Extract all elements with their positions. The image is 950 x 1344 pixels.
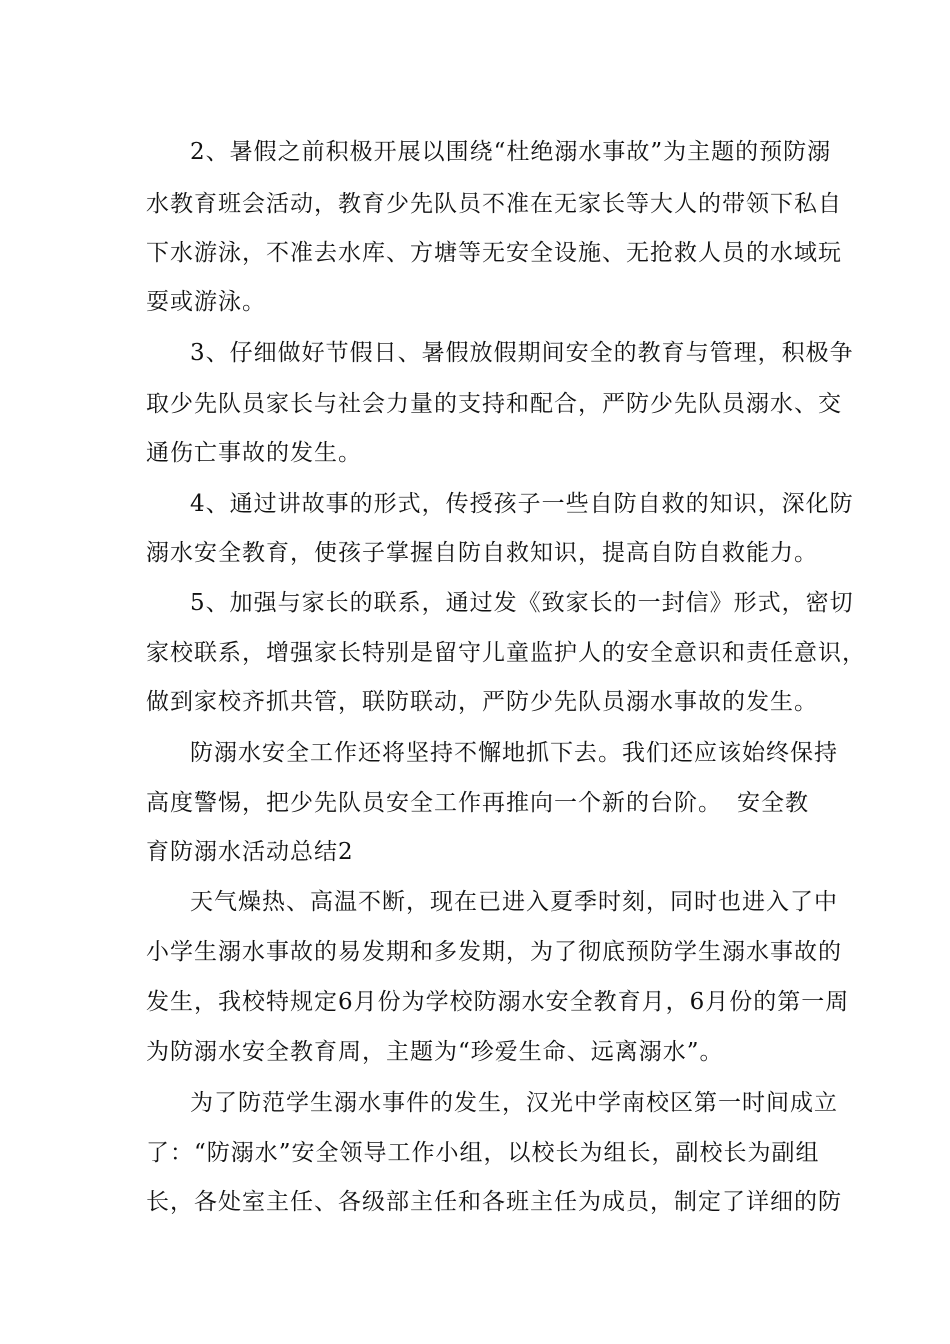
paragraph-4-line-2: 溺水安全教育，使孩子掌握自防自救知识，提高自防自救能力。 (146, 540, 818, 566)
paragraph-4-line-1: 4、通过讲故事的形式，传授孩子一些自防自救的知识，深化防 (190, 491, 854, 517)
section-heading-part-1: 安全教 (737, 790, 809, 816)
summary-paragraph-2-line-2: 了：“防溺水”安全领导工作小组，以校长为组长，副校长为副组 (146, 1140, 820, 1166)
summary-paragraph-1-line-3: 发生，我校特规定6月份为学校防溺水安全教育月，6月份的第一周 (146, 989, 850, 1015)
summary-paragraph-1-line-2: 小学生溺水事故的易发期和多发期，为了彻底预防学生溺水事故的 (146, 939, 842, 965)
paragraph-3-line-1: 3、仔细做好节假日、暑假放假期间安全的教育与管理，积极争 (190, 340, 854, 366)
section-heading-part-2: 育防溺水活动总结2 (146, 839, 354, 865)
summary-paragraph-1-line-4: 为防溺水安全教育周，主题为“珍爱生命、远离溺水”。 (146, 1039, 724, 1065)
paragraph-2-line-2: 水教育班会活动，教育少先队员不准在无家长等大人的带领下私自 (146, 191, 842, 217)
paragraph-5-line-1: 5、加强与家长的联系，通过发《致家长的一封信》形式，密切 (190, 590, 854, 616)
summary-paragraph-1-line-1: 天气燥热、高温不断，现在已进入夏季时刻，同时也进入了中 (190, 889, 838, 915)
paragraph-5-line-3: 做到家校齐抓共管，联防联动，严防少先队员溺水事故的发生。 (146, 689, 818, 715)
summary-paragraph-2-line-3: 长，各处室主任、各级部主任和各班主任为成员，制定了详细的防 (146, 1189, 842, 1215)
closing-paragraph-line-2: 高度警惕，把少先队员安全工作再推向一个新的台阶。 (146, 790, 722, 816)
paragraph-2-line-4: 耍或游泳。 (146, 289, 266, 315)
paragraph-3-line-2: 取少先队员家长与社会力量的支持和配合，严防少先队员溺水、交 (146, 391, 842, 417)
summary-paragraph-2-line-1: 为了防范学生溺水事件的发生，汉光中学南校区第一时间成立 (190, 1090, 838, 1116)
paragraph-2-line-3: 下水游泳，不准去水库、方塘等无安全设施、无抢救人员的水域玩 (146, 240, 842, 266)
closing-paragraph-line-1: 防溺水安全工作还将坚持不懈地抓下去。我们还应该始终保持 (190, 740, 838, 766)
paragraph-3-line-3: 通伤亡事故的发生。 (146, 440, 362, 466)
paragraph-5-line-2: 家校联系，增强家长特别是留守儿童监护人的安全意识和责任意识， (146, 640, 866, 666)
paragraph-2-line-1: 2、暑假之前积极开展以围绕“杜绝溺水事故”为主题的预防溺 (190, 139, 832, 165)
